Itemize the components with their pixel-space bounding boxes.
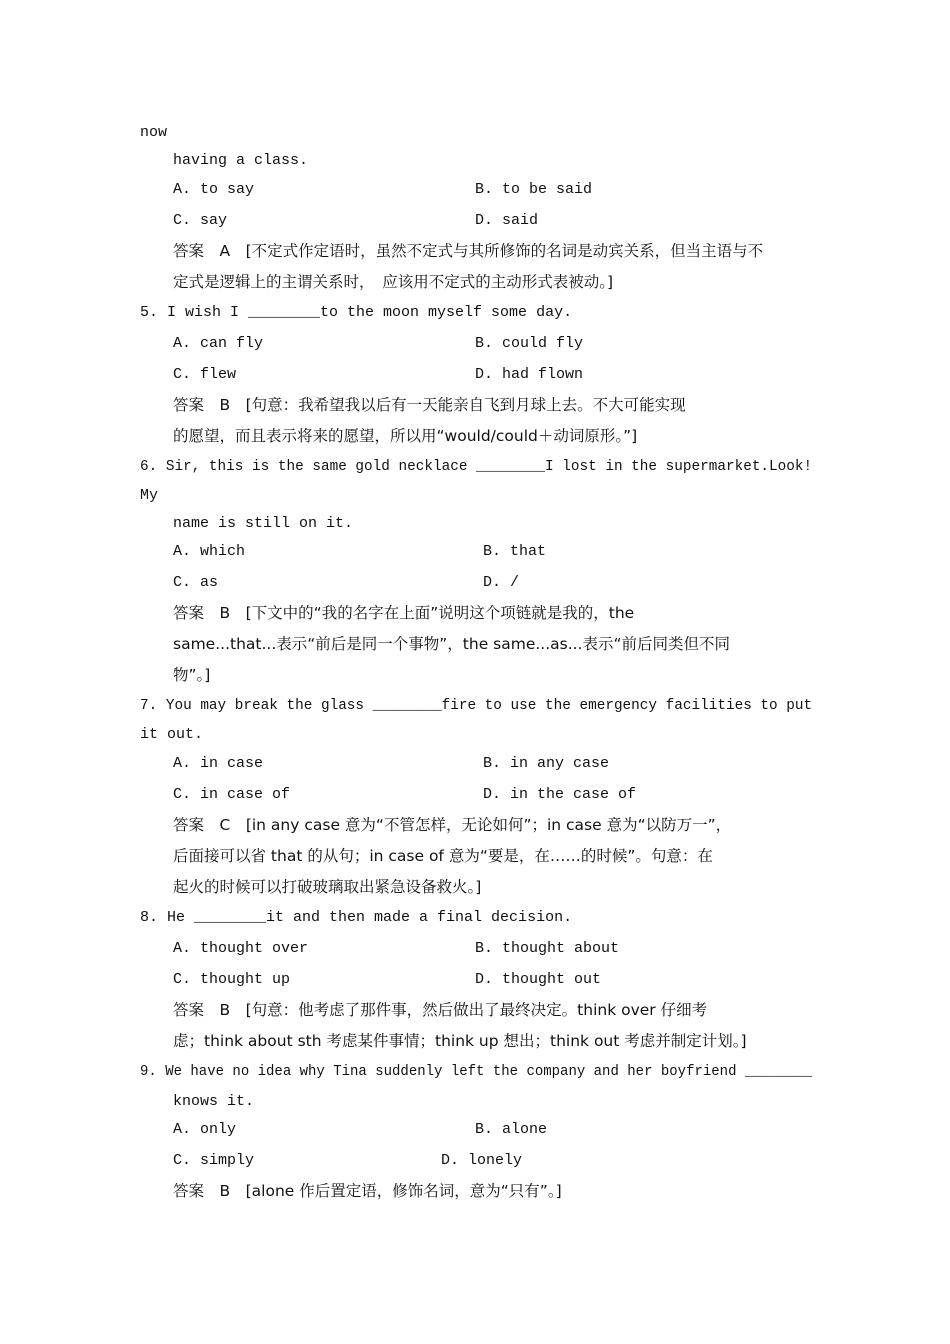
q5-option-b: B. could fly	[475, 335, 584, 352]
q8-option-d: D. thought out	[475, 971, 602, 988]
q4-stem-continuation: now	[140, 124, 168, 141]
q9-option-c: C. simply	[173, 1152, 255, 1169]
q8-option-c: C. thought up	[173, 971, 291, 988]
q9-stem-line-1: 9. We have no idea why Tina suddenly left the company and her boyfriend ________	[140, 1063, 813, 1080]
q6-answer-line-2: same...that...表示“前后是同一个事物”，the same...as...表示“前后同类但不同	[173, 635, 731, 653]
q4-answer-line-2: 定式是逻辑上的主谓关系时， 应该用不定式的主动形式表被动。]	[173, 273, 614, 291]
q7-option-c: C. in case of	[173, 786, 291, 803]
q9-stem-line-2: knows it.	[173, 1093, 255, 1110]
q7-option-d: D. in the case of	[483, 786, 637, 803]
q7-answer-line-2: 后面接可以省 that 的从句；in case of 意为“要是，在……的时候”。句意：在	[173, 847, 713, 865]
q9-option-b: B. alone	[475, 1121, 548, 1138]
q9-option-d: D. lonely	[441, 1152, 523, 1169]
q9-option-a: A. only	[173, 1121, 237, 1138]
q4-option-d: D. said	[475, 212, 539, 229]
q6-stem-line-2: My	[140, 487, 159, 504]
q4-option-b: B. to be said	[475, 181, 593, 198]
q7-answer-line-3: 起火的时候可以打破玻璃取出紧急设备救火。]	[173, 878, 482, 896]
q5-answer-line-2: 的愿望，而且表示将来的愿望，所以用“would/could＋动词原形。”]	[173, 427, 638, 445]
q7-option-a: A. in case	[173, 755, 264, 772]
q8-answer-line-1: 答案 B [句意：他考虑了那件事，然后做出了最终决定。think over 仔细考	[173, 1001, 708, 1019]
q8-answer-line-2: 虑；think about sth 考虑某件事情；think up 想出；think out 考虑并制定计划。]	[173, 1032, 747, 1050]
q4-option-a: A. to say	[173, 181, 255, 198]
q6-option-b: B. that	[483, 543, 547, 560]
q6-option-a: A. which	[173, 543, 246, 560]
q7-option-b: B. in any case	[483, 755, 610, 772]
q6-answer-line-1: 答案 B [下文中的“我的名字在上面”说明这个项链就是我的，the	[173, 604, 635, 622]
q4-option-c: C. say	[173, 212, 228, 229]
q7-answer-line-1: 答案 C [in any case 意为“不管怎样，无论如何”；in case 意为“以防万一”，	[173, 816, 732, 834]
q5-option-d: D. had flown	[475, 366, 584, 383]
q6-stem-line-1: 6. Sir, this is the same gold necklace ________I lost in the supermarket.Look!	[140, 458, 813, 475]
q5-option-a: A. can fly	[173, 335, 264, 352]
q9-answer-line-1: 答案 B [alone 作后置定语，修饰名词，意为“只有”。]	[173, 1182, 562, 1200]
q4-stem-continuation-2: having a class.	[173, 152, 309, 169]
q5-answer-line-1: 答案 B [句意：我希望我以后有一天能亲自飞到月球上去。不大可能实现	[173, 396, 686, 414]
q8-stem: 8. He ________it and then made a final decision.	[140, 909, 573, 926]
q7-stem-line-1: 7. You may break the glass ________fire to use the emergency facilities to put	[140, 697, 813, 714]
q5-option-c: C. flew	[173, 366, 237, 383]
q6-option-d: D. /	[483, 574, 520, 591]
q4-answer-line-1: 答案 A [不定式作定语时，虽然不定式与其所修饰的名词是动宾关系，但当主语与不	[173, 242, 764, 260]
q8-option-a: A. thought over	[173, 940, 309, 957]
q6-stem-line-3: name is still on it.	[173, 515, 354, 532]
q5-stem: 5. I wish I ________to the moon myself some day.	[140, 304, 573, 321]
q7-stem-line-2: it out.	[140, 726, 204, 743]
q8-option-b: B. thought about	[475, 940, 620, 957]
q6-answer-line-3: 物”。]	[173, 666, 211, 684]
q6-option-c: C. as	[173, 574, 219, 591]
